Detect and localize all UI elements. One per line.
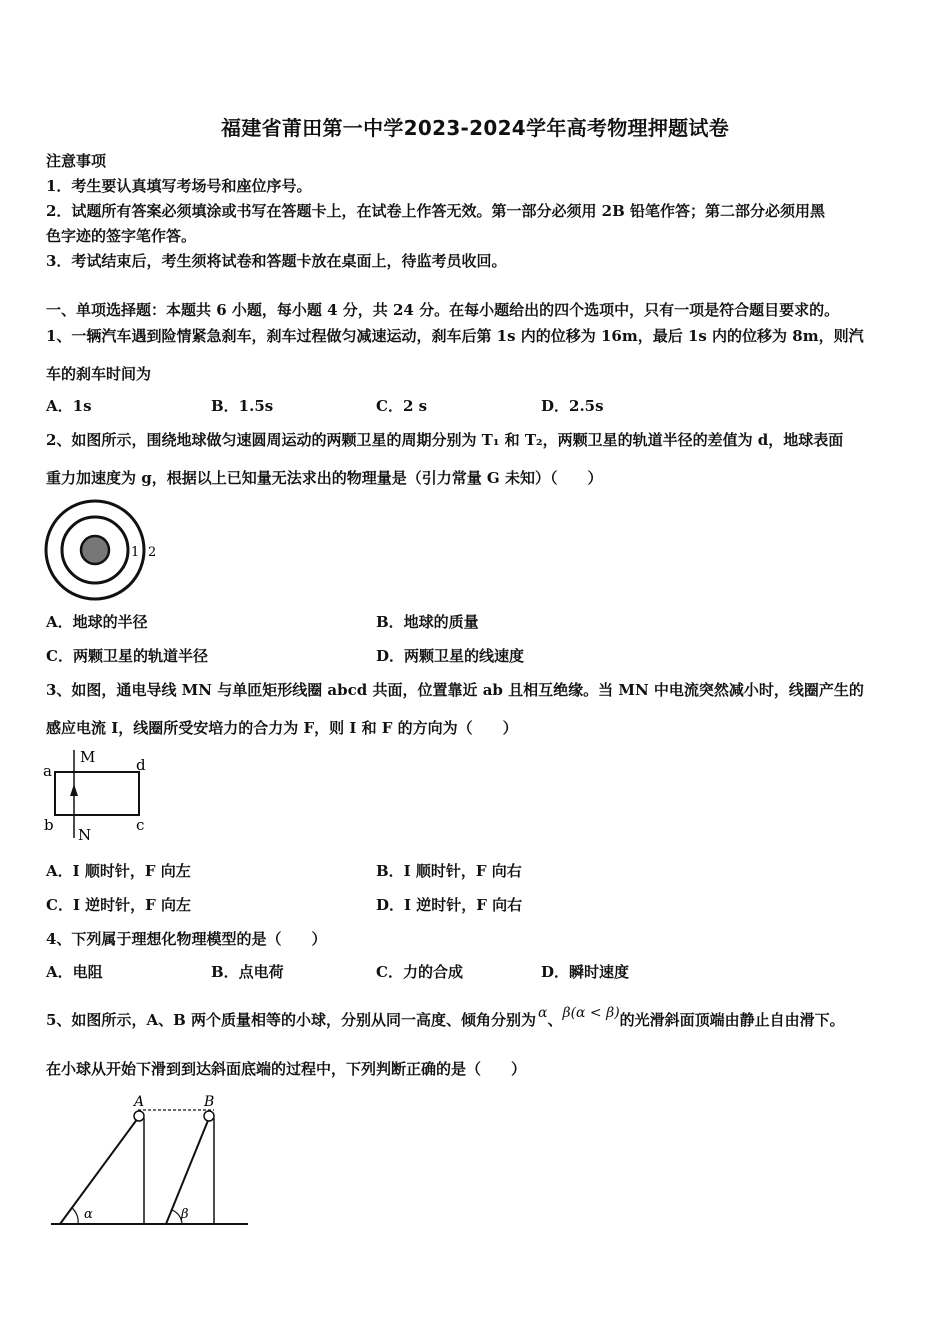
q2-option-c: C．两颗卫星的轨道半径	[46, 647, 208, 665]
page-title: 福建省莆田第一中学2023-2024学年高考物理押题试卷	[220, 116, 730, 140]
label-alpha: α	[84, 1207, 93, 1222]
q4-line1: 4、下列属于理想化物理模型的是（ ）	[46, 930, 327, 948]
q5-line1-end: 的光滑斜面顶端由静止自由滑下。	[619, 1011, 845, 1029]
q2-line1: 2、如图所示，围绕地球做匀速圆周运动的两颗卫星的周期分别为 T₁ 和 T₂，两颗卫星的轨道半径的差值为 d，地球表面	[46, 431, 844, 449]
notice-item-2: 2．试题所有答案必须填涂或书写在答题卡上，在试卷上作答无效。第一部分必须用 2B 铅笔作答；第二部分必须用黑	[46, 202, 826, 220]
q1-line1: 1、一辆汽车遇到险情紧急刹车，刹车过程做匀减速运动，刹车后第 1s 内的位移为 16m，最后 1s 内的位移为 8m，则汽	[46, 327, 864, 345]
q1-option-d: D．2.5s	[541, 397, 604, 415]
label-c: c	[136, 816, 145, 834]
notice-item-2-cont: 色字迹的签字笔作答。	[46, 227, 197, 245]
q2-option-a: A．地球的半径	[46, 613, 148, 631]
incline-a	[60, 1118, 138, 1224]
coil-abcd	[55, 772, 139, 815]
label-ball-a: A	[134, 1094, 145, 1110]
wire-coil-figure	[40, 744, 160, 844]
label-beta: β	[181, 1207, 189, 1222]
label-b: b	[44, 816, 54, 834]
notice-item-3: 3．考试结束后，考生须将试卷和答题卡放在桌面上，待监考员收回。	[46, 252, 507, 270]
orbit-label-1: 1	[131, 545, 140, 560]
notice-heading: 注意事项	[46, 152, 107, 170]
q5-beta: β(α < β)	[562, 1005, 620, 1021]
q3-option-d: D．I 逆时针，F 向右	[376, 896, 523, 914]
q5-alpha: α	[537, 1005, 548, 1021]
orbit-label-2: 2	[148, 545, 157, 560]
q3-line1: 3、如图，通电导线 MN 与单匝矩形线圈 abcd 共面，位置靠近 ab 且相互绝缘。当 MN 中电流突然减小时，线圈产生的	[46, 681, 864, 699]
label-ball-b: B	[204, 1094, 215, 1110]
ball-a	[134, 1111, 144, 1121]
current-arrow	[70, 784, 78, 796]
notice-item-1: 1．考生要认真填写考场号和座位序号。	[46, 177, 312, 195]
q5-line1	[46, 1005, 845, 1031]
satellite-orbit-figure	[40, 498, 170, 602]
incline-figure	[46, 1090, 256, 1230]
q4-option-d: D．瞬时速度	[541, 963, 630, 981]
q3-line2: 感应电流 I，线圈所受安培力的合力为 F，则 I 和 F 的方向为（ ）	[46, 719, 518, 737]
q3-option-c: C．I 逆时针，F 向左	[46, 896, 192, 914]
q1-option-a: A．1s	[46, 397, 92, 415]
q5-line1-start: 5、如图所示，A、B 两个质量相等的小球，分别从同一高度、倾角分别为	[46, 1011, 536, 1029]
q1-option-c: C．2 s	[376, 397, 428, 415]
q4-option-a: A．电阻	[46, 963, 103, 981]
angle-arc-alpha	[72, 1208, 78, 1224]
q4-option-c: C．力的合成	[376, 963, 463, 981]
label-d: d	[136, 756, 146, 774]
q5-line2: 在小球从开始下滑到到达斜面底端的过程中，下列判断正确的是（ ）	[46, 1060, 527, 1078]
ball-b	[204, 1111, 214, 1121]
q4-option-b: B．点电荷	[211, 963, 284, 981]
section-heading: 一、单项选择题：本题共 6 小题，每小题 4 分，共 24 分。在每小题给出的四个选项中，只有一项是符合题目要求的。	[46, 301, 840, 319]
q3-option-b: B．I 顺时针，F 向右	[376, 862, 522, 880]
q3-option-a: A．I 顺时针，F 向左	[46, 862, 191, 880]
label-a: a	[43, 762, 52, 780]
q2-option-b: B．地球的质量	[376, 613, 479, 631]
q2-line2: 重力加速度为 g，根据以上已知量无法求出的物理量是（引力常量 G 未知）（ ）	[46, 469, 603, 487]
q5-sep: 、	[547, 1011, 563, 1029]
label-m: M	[80, 748, 96, 766]
q1-line2: 车的刹车时间为	[46, 365, 152, 383]
q1-option-b: B．1.5s	[211, 397, 274, 415]
label-n: N	[78, 826, 92, 844]
earth	[81, 536, 109, 564]
q2-option-d: D．两颗卫星的线速度	[376, 647, 525, 665]
